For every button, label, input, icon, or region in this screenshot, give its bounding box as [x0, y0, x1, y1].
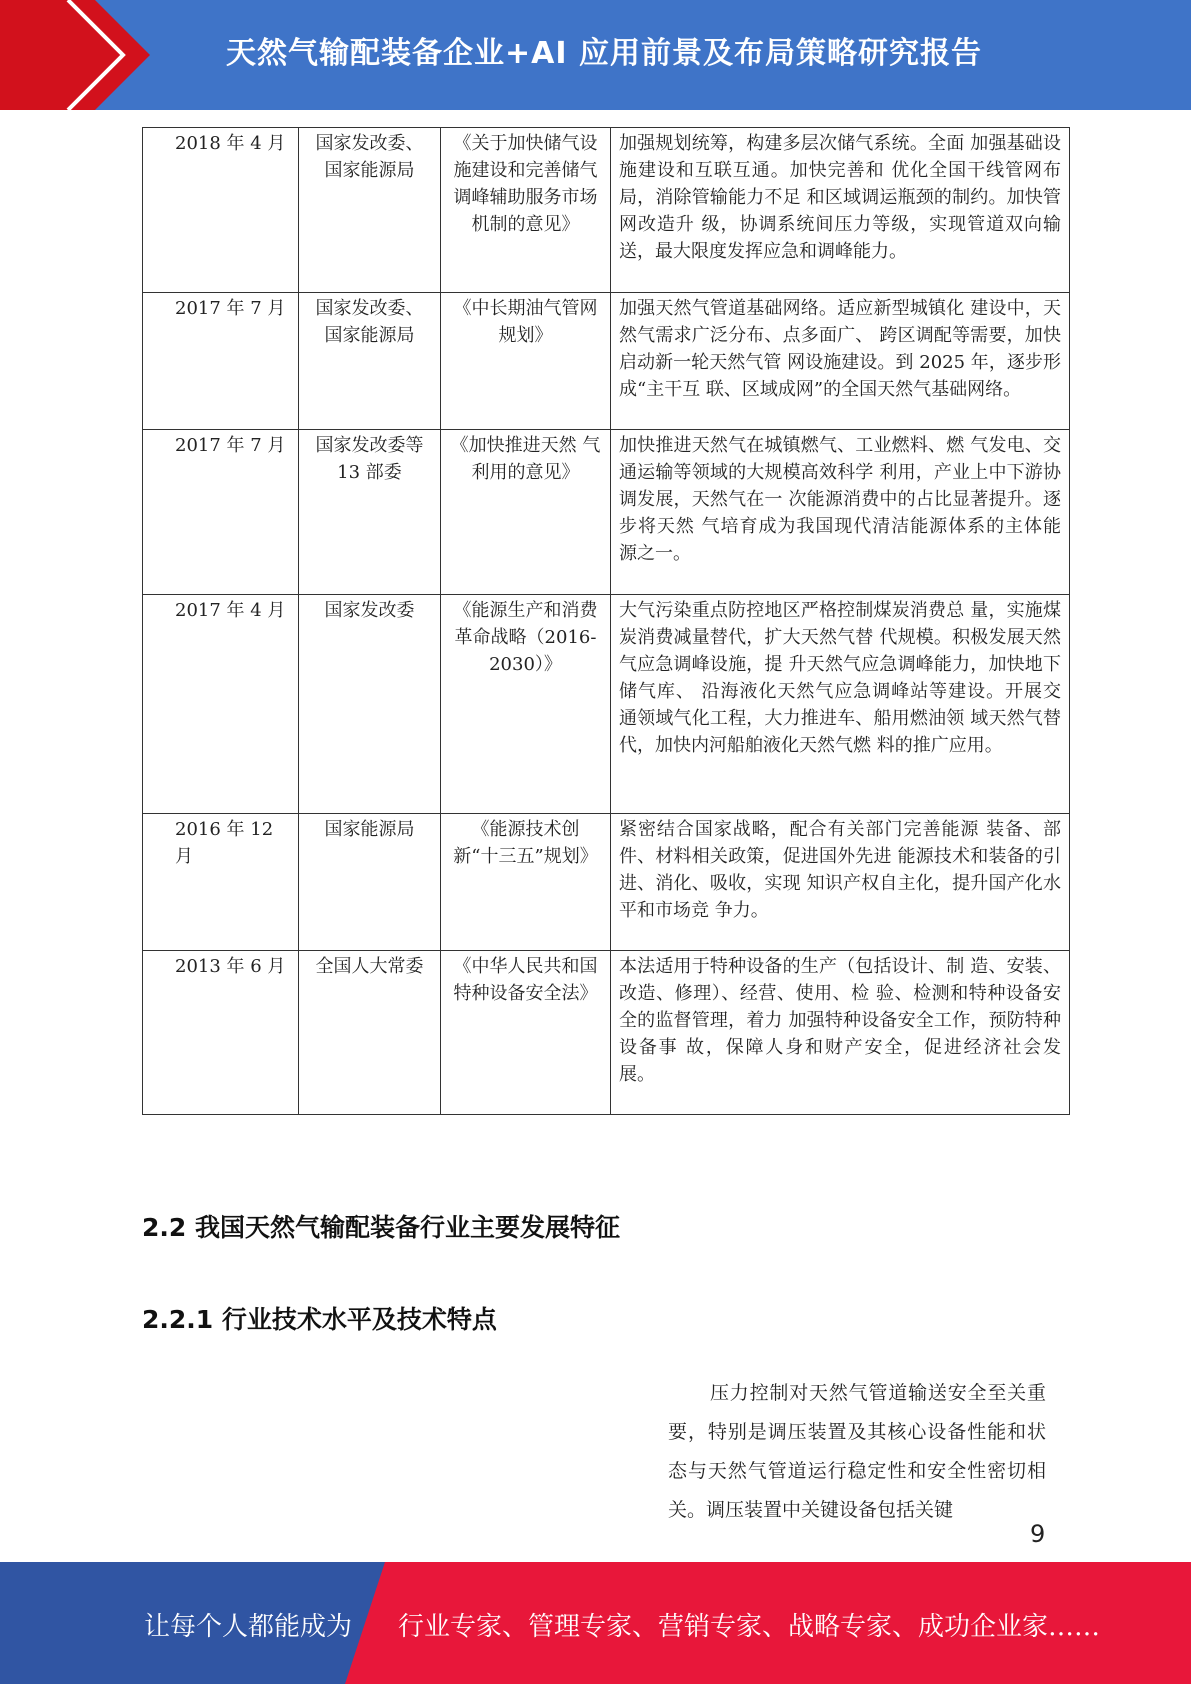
page-number: 9	[1030, 1520, 1046, 1548]
report-title: 天然气输配装备企业+AI 应用前景及布局策略研究报告	[226, 36, 982, 71]
policy-department: 国家发改委等 13 部委	[299, 430, 441, 595]
table-row	[143, 128, 1070, 293]
table-row	[143, 595, 1070, 814]
policy-date: 2017 年 4 月	[143, 595, 299, 814]
footer-slogan-right: 行业专家、管理专家、营销专家、战略专家、成功企业家……	[398, 1612, 1101, 1642]
policy-department: 国家能源局	[299, 814, 441, 951]
policy-content: 大气污染重点防控地区严格控制煤炭消费总 量，实施煤炭消费减量替代，扩大天然气替 代规模。积极发展天然气应急调峰设施，提 升天然气应急调峰能力，加快地下储气库、 沿海液化天然气应急调峰站等建设。开展交 通领域气化工程，大力推进车、船用燃油领 域天然气替代，加快内河船舶液化天然气燃 料的推广应用。	[611, 595, 1070, 814]
policy-content: 加快推进天然气在城镇燃气、工业燃料、燃 气发电、交通运输等领域的大规模高效科学 利用，产业上中下游协调发展，天然气在一 次能源消费中的占比显著提升。逐步将天然 气培育成为我国现代清洁能源体系的主体能 源之一。	[611, 430, 1070, 595]
policy-date: 2013 年 6 月	[143, 951, 299, 1115]
section-heading-2-2-1: 2.2.1 行业技术水平及技术特点	[142, 1305, 497, 1334]
policy-document: 《中华人民共和国特种设备安全法》	[441, 951, 611, 1115]
policy-date: 2017 年 7 月	[143, 293, 299, 430]
header-red-chevron-icon	[0, 0, 150, 110]
policy-date: 2018 年 4 月	[143, 128, 299, 293]
page-header	[0, 0, 1191, 110]
table-row	[143, 951, 1070, 1115]
policy-content: 本法适用于特种设备的生产（包括设计、制 造、安装、改造、修理）、经营、使用、检 验、检测和特种设备安全的监督管理，着力 加强特种设备安全工作，预防特种设备事 故，保障人身和财产安全，促进经济社会发 展。	[611, 951, 1070, 1115]
policy-content: 加强规划统筹，构建多层次储气系统。全面 加强基础设施建设和互联互通。加快完善和 优化全国干线管网布局，消除管输能力不足 和区域调运瓶颈的制约。加快管网改造升 级，协调系统间压力等级，实现管道双向输 送，最大限度发挥应急和调峰能力。	[611, 128, 1070, 293]
page-footer	[0, 1562, 1191, 1684]
policy-department: 国家发改委、国家能源局	[299, 293, 441, 430]
footer-slogan-left: 让每个人都能成为	[144, 1612, 353, 1642]
policy-document: 《关于加快储气设施建设和完善储气调峰辅助服务市场机制的意见》	[441, 128, 611, 293]
policy-document: 《中长期油气管网规划》	[441, 293, 611, 430]
policy-department: 全国人大常委	[299, 951, 441, 1115]
policy-department: 国家发改委、国家能源局	[299, 128, 441, 293]
policy-date: 2017 年 7 月	[143, 430, 299, 595]
section-heading-2-2: 2.2 我国天然气输配装备行业主要发展特征	[142, 1213, 620, 1242]
body-paragraph: 压力控制对天然气管道输送安全至关重要，特别是调压装置及其核心设备性能和状态与天然气管道运行稳定性和安全性密切相关。调压装置中关键设备包括关键	[668, 1382, 1046, 1521]
policy-date: 2016 年 12 月	[143, 814, 299, 951]
table-row	[143, 814, 1070, 951]
policy-document: 《能源生产和消费革命战略（2016-2030）》	[441, 595, 611, 814]
policy-document: 《能源技术创新“十三五”规划》	[441, 814, 611, 951]
policy-content: 紧密结合国家战略，配合有关部门完善能源 装备、部件、材料相关政策，促进国外先进 能源技术和装备的引进、消化、吸收，实现 知识产权自主化，提升国产化水平和市场竞 争力。	[611, 814, 1070, 951]
policy-document: 《加快推进天然 气利用的意见》	[441, 430, 611, 595]
table-row	[143, 293, 1070, 430]
policy-content: 加强天然气管道基础网络。适应新型城镇化 建设中，天然气需求广泛分布、点多面广、 跨区调配等需要，加快启动新一轮天然气管 网设施建设。到 2025 年，逐步形成“主干互 联、区域成网”的全国天然气基础网络。	[611, 293, 1070, 430]
policy-table	[142, 127, 1070, 1115]
table-row	[143, 430, 1070, 595]
policy-department: 国家发改委	[299, 595, 441, 814]
